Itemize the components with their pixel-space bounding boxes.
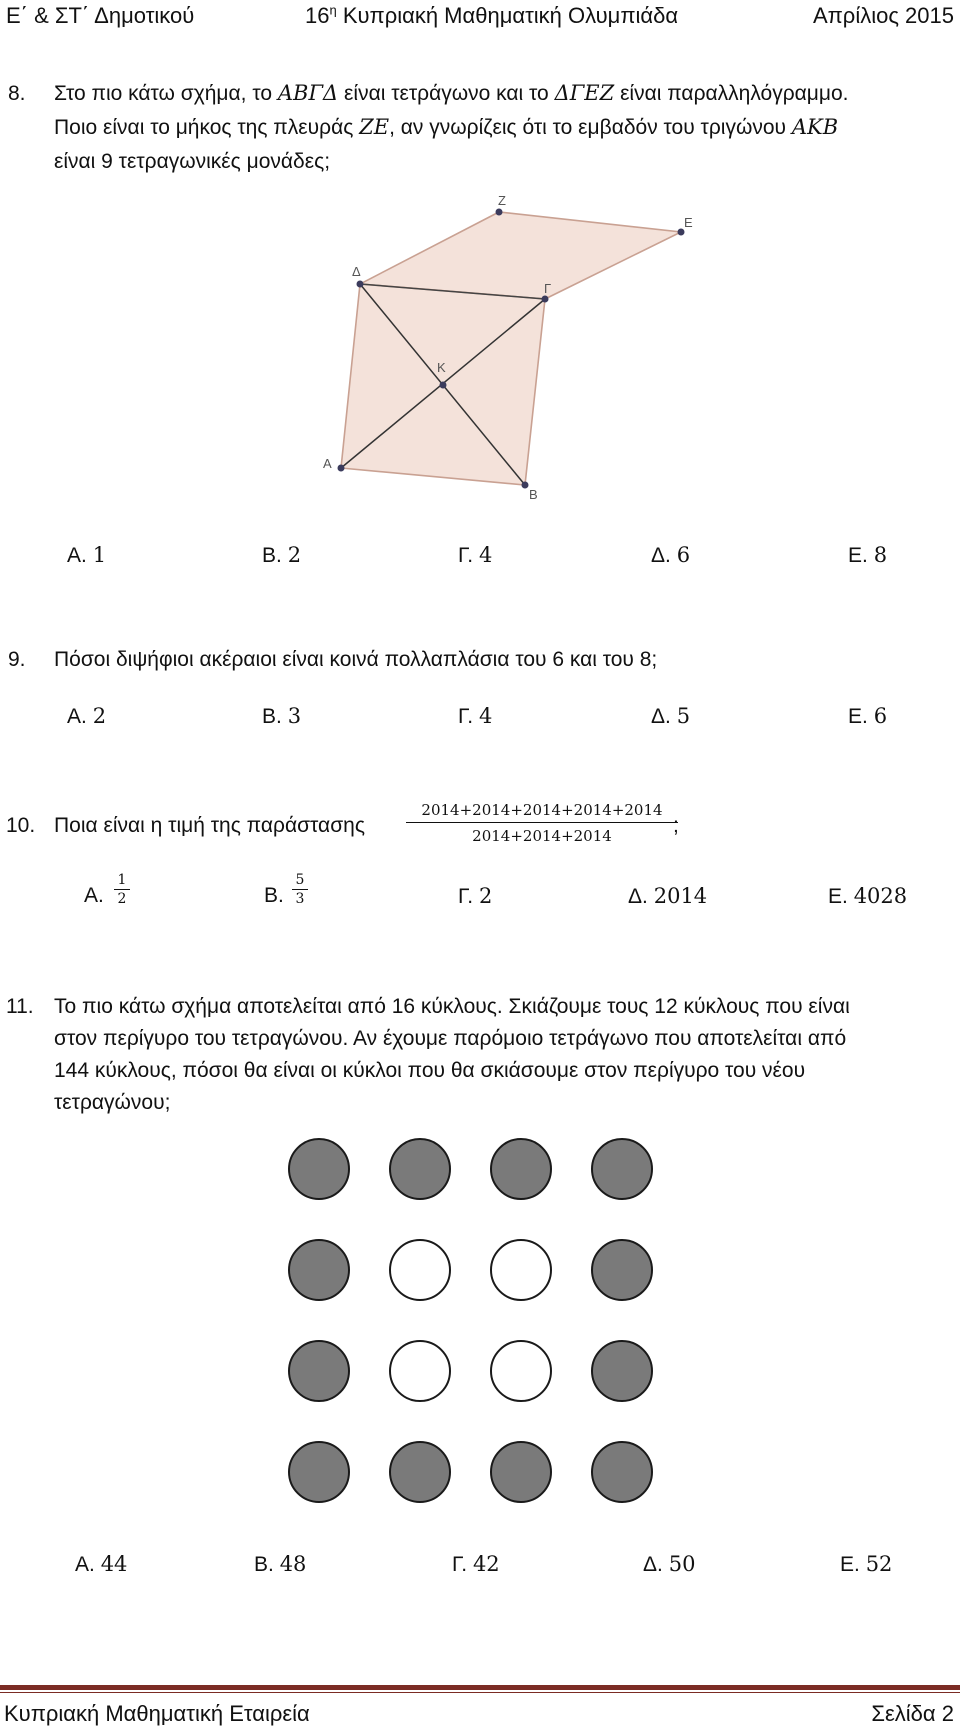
- q8-option-d-letter: Δ.: [651, 544, 671, 567]
- q11-option-e-letter: Ε.: [840, 1553, 860, 1576]
- q8-option-c[interactable]: [458, 541, 492, 570]
- label-A: Α: [323, 456, 332, 471]
- header-olympiad-title: Κυπριακή Μαθηματική Ολυμπιάδα: [336, 3, 679, 28]
- q11-option-d[interactable]: [643, 1550, 695, 1579]
- label-K: Κ: [437, 360, 446, 375]
- shaded-circle: [289, 1442, 349, 1502]
- q10-expression-fraction: [406, 800, 678, 846]
- q11-option-a[interactable]: [75, 1550, 127, 1579]
- q11-option-b[interactable]: [254, 1550, 306, 1579]
- q11-option-e[interactable]: [840, 1550, 892, 1579]
- q10-option-c-value: 2: [478, 884, 493, 908]
- shaded-circle: [289, 1139, 349, 1199]
- q10-option-b[interactable]: [264, 882, 284, 910]
- shaded-circle: [592, 1341, 652, 1401]
- q9-option-c-letter: Γ.: [458, 705, 474, 728]
- q11-line-3: 144 κύκλους, πόσοι θα είναι οι κύκλοι που θα σκιάσουμε στον περίγυρο του νέου: [54, 1059, 806, 1082]
- q8-line-1-c: είναι τετράγωνο και το: [338, 82, 555, 105]
- unshaded-circle: [390, 1341, 450, 1401]
- q10-option-a-fraction: [114, 872, 130, 908]
- q10-option-a-numerator: 1: [114, 872, 130, 890]
- q8-line-3: είναι 9 τετραγωνικές μονάδες;: [54, 150, 331, 173]
- q10-option-e-value: 4028: [853, 884, 908, 908]
- q11-line-4: τετραγώνου;: [54, 1091, 171, 1114]
- header-right: Απρίλιος 2015: [812, 3, 954, 28]
- q9-option-a-letter: Α.: [67, 705, 87, 728]
- shaded-circle: [592, 1240, 652, 1300]
- q8-option-c-letter: Γ.: [458, 544, 474, 567]
- shaded-circle: [289, 1341, 349, 1401]
- q11-line-1: Το πιο κάτω σχήμα αποτελείται από 16 κύκλους. Σκιάζουμε τους 12 κύκλους που είναι: [54, 995, 850, 1018]
- header-olympiad-number: 16: [305, 3, 330, 28]
- q10-option-d-value: 2014: [653, 884, 708, 908]
- q8-option-b-letter: Β.: [262, 544, 282, 567]
- q10-option-e-letter: Ε.: [828, 885, 848, 908]
- q8-option-d[interactable]: [651, 541, 690, 570]
- q10-denominator: 2014+2014+2014: [472, 827, 612, 845]
- q8-option-a-letter: Α.: [67, 544, 87, 567]
- unshaded-circle: [491, 1341, 551, 1401]
- q9-text: Πόσοι διψήφιοι ακέραιοι είναι κοινά πολλαπλάσια του 6 και του 8;: [54, 648, 658, 671]
- shaded-circle: [592, 1139, 652, 1199]
- shaded-circle: [390, 1139, 450, 1199]
- parallelogram-DGEZ: [360, 212, 681, 299]
- q9-option-e[interactable]: [848, 702, 887, 731]
- q8-option-e-value: 8: [873, 543, 888, 567]
- q10-option-d-letter: Δ.: [628, 885, 648, 908]
- q8-option-b-value: 2: [287, 543, 302, 567]
- q8-line-2-a: Ποιο είναι το μήκος της πλευράς: [54, 116, 360, 139]
- q9-option-b-letter: Β.: [262, 705, 282, 728]
- q8-number: 8.: [8, 82, 26, 105]
- unshaded-circle: [491, 1240, 551, 1300]
- q8-option-d-value: 6: [676, 543, 691, 567]
- q10-option-b-letter: Β.: [264, 884, 284, 907]
- footer-right: Σελίδα 2: [871, 1701, 954, 1726]
- q9-option-e-letter: Ε.: [848, 705, 868, 728]
- q9-number: 9.: [8, 648, 26, 671]
- q10-option-e[interactable]: [828, 882, 907, 911]
- q11-option-d-value: 50: [668, 1552, 696, 1576]
- q10-option-c-letter: Γ.: [458, 885, 474, 908]
- q9-option-d-letter: Δ.: [651, 705, 671, 728]
- q10-option-c[interactable]: [458, 882, 492, 911]
- q8-line-2-c: , αν γνωρίζεις ότι το εμβαδόν του τριγώνου: [389, 116, 792, 139]
- q10-option-a-denominator: 2: [117, 891, 127, 907]
- q11-option-c[interactable]: [452, 1550, 500, 1579]
- shaded-circle: [592, 1442, 652, 1502]
- label-E: Ε: [684, 215, 693, 230]
- q8-square-name: ΑΒΓΔ: [277, 81, 339, 105]
- footer-rule-thick: [0, 1685, 960, 1690]
- label-G: Γ: [544, 281, 552, 296]
- q8-option-b[interactable]: [262, 541, 301, 570]
- q11-circle-grid: [280, 1130, 680, 1530]
- footer-left: Κυπριακή Μαθηματική Εταιρεία: [4, 1701, 310, 1726]
- q8-option-e-letter: Ε.: [848, 544, 868, 567]
- unshaded-circle: [390, 1240, 450, 1300]
- shaded-circle: [491, 1442, 551, 1502]
- label-B: Β: [529, 487, 538, 502]
- q8-option-c-value: 4: [478, 543, 493, 567]
- q10-option-d[interactable]: [628, 882, 707, 911]
- q11-option-a-letter: Α.: [75, 1553, 95, 1576]
- q9-option-e-value: 6: [873, 704, 888, 728]
- q8-parallelogram-name: ΔΓΕΖ: [554, 81, 615, 105]
- q10-text: Ποια είναι η τιμή της παράστασης: [54, 814, 365, 837]
- q11-option-c-letter: Γ.: [452, 1553, 468, 1576]
- footer-rule-thin: [0, 1692, 960, 1693]
- q11-option-a-value: 44: [100, 1552, 128, 1576]
- q9-option-b-value: 3: [287, 704, 302, 728]
- q9-option-c-value: 4: [478, 704, 493, 728]
- q8-line-1-e: είναι παραλληλόγραμμο.: [614, 82, 849, 105]
- q8-option-e[interactable]: [848, 541, 887, 570]
- q9-option-a-value: 2: [92, 704, 107, 728]
- q8-geometry-figure: [0, 0, 960, 520]
- q10-numerator: 2014+2014+2014+2014+2014: [406, 800, 678, 823]
- q10-option-a-letter: Α.: [84, 884, 104, 907]
- q8-line-1-a: Στο πιο κάτω σχήμα, το: [54, 82, 278, 105]
- shaded-circle: [289, 1240, 349, 1300]
- q11-option-e-value: 52: [865, 1552, 893, 1576]
- header-ordinal-superscript: η: [329, 2, 337, 18]
- q9-option-d[interactable]: [651, 702, 690, 731]
- q9-option-a[interactable]: [67, 702, 106, 731]
- q8-option-a[interactable]: [67, 541, 106, 570]
- q9-option-b[interactable]: [262, 702, 301, 731]
- q8-triangle-name: ΑΚΒ: [791, 115, 839, 139]
- q10-option-b-numerator: 5: [292, 872, 308, 890]
- q11-option-c-value: 42: [472, 1552, 500, 1576]
- q8-option-a-value: 1: [92, 543, 107, 567]
- point-G: [542, 296, 549, 303]
- q11-option-d-letter: Δ.: [643, 1553, 663, 1576]
- q10-number: 10.: [6, 814, 36, 837]
- shaded-circle: [491, 1139, 551, 1199]
- q9-option-c[interactable]: [458, 702, 492, 731]
- q10-option-b-fraction: [292, 872, 308, 908]
- q11-line-2: στον περίγυρο του τετραγώνου. Αν έχουμε παρόμοιο τετράγωνο που αποτελείται από: [54, 1027, 847, 1050]
- q10-option-b-denominator: 3: [295, 891, 305, 907]
- label-D: Δ: [352, 264, 361, 279]
- point-B: [522, 482, 529, 489]
- point-D: [357, 281, 364, 288]
- label-Z: Ζ: [498, 193, 506, 208]
- q10-question-mark: ;: [673, 814, 679, 837]
- q8-side-name: ΖΕ: [359, 115, 390, 139]
- point-K: [440, 382, 447, 389]
- q10-option-a[interactable]: [84, 882, 104, 910]
- shaded-circle: [390, 1442, 450, 1502]
- point-A: [338, 465, 345, 472]
- q11-number: 11.: [6, 995, 34, 1018]
- point-Z: [496, 209, 503, 216]
- q9-option-d-value: 5: [676, 704, 691, 728]
- q11-option-b-letter: Β.: [254, 1553, 274, 1576]
- header-left: Ε΄ & ΣΤ΄ Δημοτικού: [6, 3, 195, 28]
- q11-option-b-value: 48: [279, 1552, 307, 1576]
